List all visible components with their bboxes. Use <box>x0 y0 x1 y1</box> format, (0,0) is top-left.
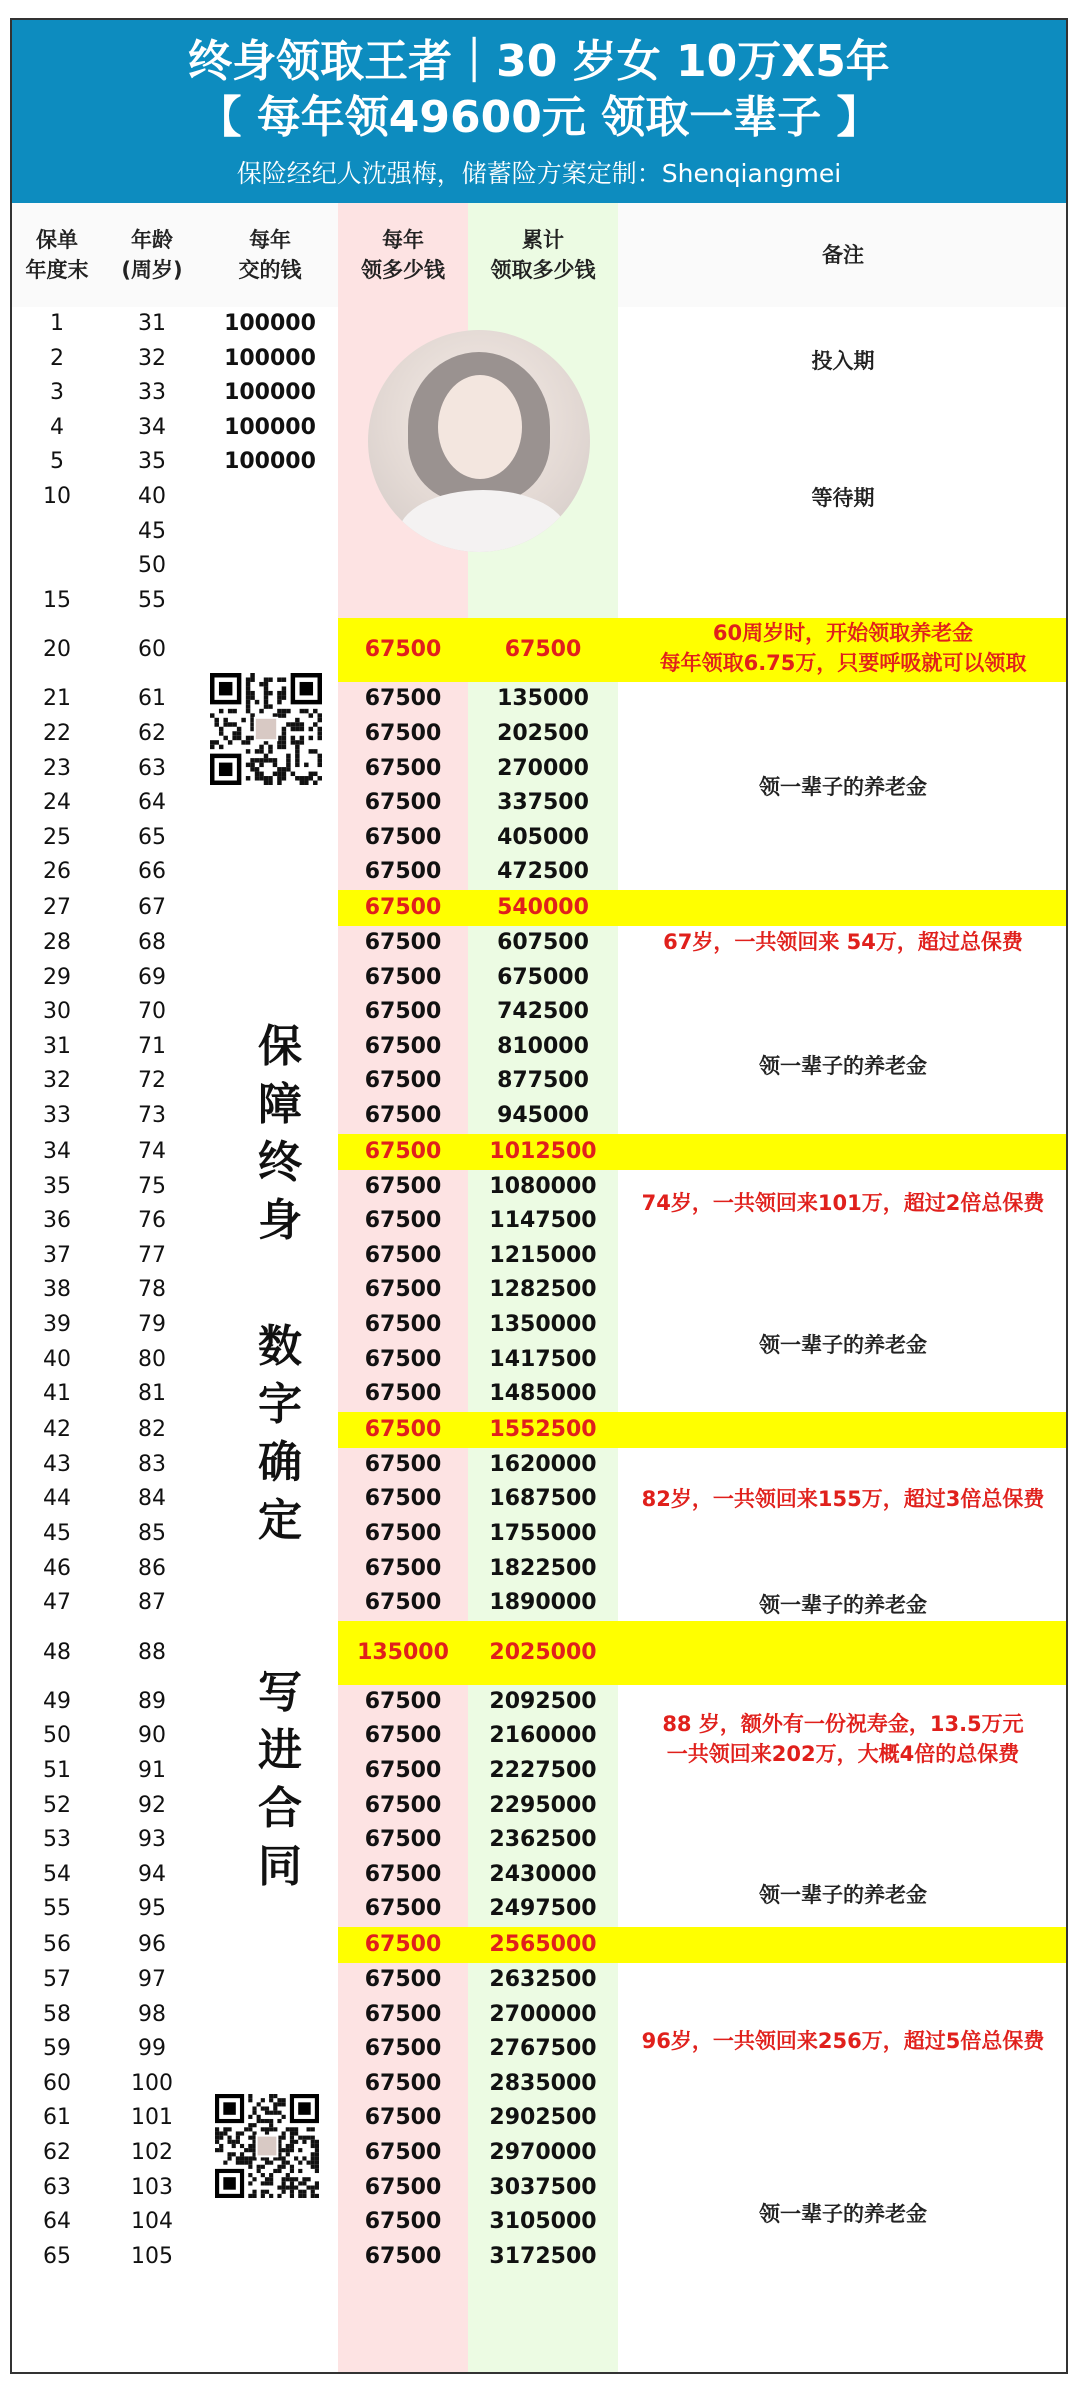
note-start-line1: 60周岁时，开始领取养老金 <box>712 621 974 645</box>
cell-year: 32 <box>43 1068 71 1094</box>
benefit-table <box>12 203 1066 2374</box>
cell-year: 53 <box>43 1827 71 1853</box>
note-age-88-line1: 88 岁，额外有一份祝寿金，13.5万元 <box>662 1712 1024 1736</box>
cell-cum <box>468 445 618 480</box>
vertical-text-certain: 数 字 确 定 <box>258 1321 302 1546</box>
cell-pay: 100000 <box>224 345 316 371</box>
cell-age: 78 <box>138 1277 166 1303</box>
cell-cum: 1417500 <box>489 1346 597 1372</box>
cell-receive <box>338 445 468 480</box>
cell-year: 46 <box>43 1555 71 1581</box>
cell-receive: 67500 <box>364 1521 442 1546</box>
cell-receive: 67500 <box>364 1486 442 1512</box>
cell-cum: 877500 <box>497 1068 589 1094</box>
cell-receive: 67500 <box>364 686 442 712</box>
cell-cum: 202500 <box>497 721 589 746</box>
cell-receive <box>338 584 468 619</box>
header-receive: 每年 领多少钱 <box>338 203 468 307</box>
cell-receive <box>338 480 468 515</box>
note-age-82: 82岁，一共领回来155万，超过3倍总保费 <box>641 1487 1045 1511</box>
cell-receive: 67500 <box>364 1138 442 1164</box>
cell-receive: 67500 <box>364 1242 442 1268</box>
cell-receive: 67500 <box>364 1416 442 1442</box>
cell-receive: 67500 <box>364 2036 442 2062</box>
cell-year: 21 <box>43 686 71 712</box>
page-subtitle: 保险经纪人沈强梅，储蓄险方案定制：Shenqiangmei <box>236 159 842 188</box>
cell-pay <box>202 1586 338 1621</box>
cell-cum: 1822500 <box>489 1555 597 1581</box>
cell-age: 74 <box>138 1138 166 1164</box>
cell-cum: 2835000 <box>489 2070 597 2096</box>
cell-year: 34 <box>43 1138 71 1164</box>
cell-cum: 1350000 <box>489 1312 597 1337</box>
cell-pay <box>202 890 338 926</box>
cell-year: 36 <box>43 1208 71 1234</box>
cell-pay: 100000 <box>224 449 316 475</box>
cell-receive: 67500 <box>364 2174 442 2200</box>
cell-pay: 100000 <box>224 380 316 406</box>
cell-cum <box>468 376 618 411</box>
note-investment: 投入期 <box>811 349 875 373</box>
cell-age: 73 <box>138 1103 166 1128</box>
note-age-67: 67岁，一共领回来 54万，超过总保费 <box>663 930 1023 954</box>
cell-receive: 67500 <box>364 721 442 746</box>
cell-pay <box>202 2240 338 2275</box>
cell-year: 5 <box>50 449 64 475</box>
cell-age: 96 <box>138 1932 166 1957</box>
cell-cum: 472500 <box>497 859 589 885</box>
cell-age: 104 <box>131 2209 173 2235</box>
cell-cum: 1282500 <box>489 1277 597 1303</box>
cell-cum: 1890000 <box>489 1590 597 1616</box>
page-frame <box>10 18 1068 2374</box>
cell-pay: 100000 <box>224 414 316 440</box>
cell-cum: 2430000 <box>489 1861 597 1887</box>
note-lifetime-1: 领一辈子的养老金 <box>759 774 927 799</box>
cell-cum: 1687500 <box>489 1486 597 1512</box>
cell-receive <box>338 307 468 342</box>
cell-cum: 540000 <box>497 895 589 920</box>
cell-cum: 270000 <box>497 755 589 781</box>
cell-pay <box>202 1927 338 1963</box>
cell-age: 60 <box>138 637 166 663</box>
cell-year: 54 <box>43 1861 71 1887</box>
cell-year: 22 <box>43 721 71 746</box>
cell-cum: 1755000 <box>489 1521 597 1546</box>
cell-year: 41 <box>43 1381 71 1407</box>
cell-pay <box>202 1273 338 1308</box>
cell-age: 55 <box>138 587 166 613</box>
note-lifetime-2: 领一辈子的养老金 <box>759 1054 927 1078</box>
cell-year: 35 <box>43 1173 71 1199</box>
cell-receive: 67500 <box>364 2070 442 2096</box>
cell-year: 27 <box>43 895 71 920</box>
cell-cum: 1012500 <box>489 1138 597 1164</box>
cell-receive <box>338 342 468 377</box>
cell-year: 45 <box>43 1521 71 1546</box>
cell-year: 26 <box>43 859 71 885</box>
cell-year: 25 <box>43 824 71 850</box>
cell-age: 69 <box>138 964 166 990</box>
cell-pay <box>202 786 338 821</box>
cell-pay <box>202 1552 338 1587</box>
cell-age: 67 <box>138 895 166 920</box>
cell-cum: 607500 <box>497 930 589 955</box>
cell-age: 102 <box>131 2140 173 2165</box>
cell-age: 79 <box>138 1312 166 1337</box>
cell-year: 65 <box>43 2243 71 2269</box>
cell-age: 94 <box>138 1861 166 1887</box>
cell-cum: 742500 <box>497 999 589 1025</box>
cell-age: 33 <box>138 380 166 406</box>
cell-year: 28 <box>43 930 71 955</box>
cell-age: 92 <box>138 1792 166 1818</box>
cell-cum: 2092500 <box>489 1688 597 1714</box>
cell-receive: 67500 <box>364 1208 442 1234</box>
cell-pay <box>202 961 338 996</box>
cell-age: 97 <box>138 1967 166 1992</box>
cell-year: 64 <box>43 2209 71 2235</box>
page-title: 终身领取王者｜30 岁女 10万X5年 <box>188 36 890 87</box>
cell-year: 59 <box>43 2036 71 2062</box>
cell-cum <box>468 307 618 342</box>
cell-age: 35 <box>138 449 166 475</box>
cell-year: 23 <box>43 755 71 781</box>
cell-age: 83 <box>138 1451 166 1477</box>
cell-year: 33 <box>43 1103 71 1128</box>
note-age-74: 74岁，一共领回来101万，超过2倍总保费 <box>641 1191 1045 1215</box>
cell-age: 65 <box>138 824 166 850</box>
cell-cum: 3037500 <box>489 2174 597 2200</box>
cell-receive: 67500 <box>364 1861 442 1887</box>
cell-receive: 67500 <box>364 1967 442 1992</box>
cell-age: 87 <box>138 1590 166 1616</box>
cell-receive: 67500 <box>364 1312 442 1337</box>
cell-cum: 945000 <box>497 1103 589 1128</box>
note-age-88-line2: 一共领回来202万，大概4倍的总保费 <box>666 1742 1020 1766</box>
cell-year: 51 <box>43 1758 71 1783</box>
cell-age: 71 <box>138 1033 166 1059</box>
cell-receive: 67500 <box>364 1033 442 1059</box>
cell-age: 61 <box>138 686 166 712</box>
cell-cum: 337500 <box>497 790 589 816</box>
cell-year: 4 <box>50 414 64 440</box>
cell-receive: 67500 <box>364 1827 442 1853</box>
note-lifetime-3: 领一辈子的养老金 <box>759 1333 927 1357</box>
cell-receive: 67500 <box>364 1068 442 1094</box>
cell-pay <box>202 549 338 584</box>
cell-receive: 67500 <box>364 859 442 885</box>
cell-age: 93 <box>138 1827 166 1853</box>
cell-pay: 100000 <box>224 311 316 336</box>
cell-age: 34 <box>138 414 166 440</box>
cell-age: 80 <box>138 1346 166 1372</box>
cell-year: 30 <box>43 999 71 1025</box>
header-pay: 每年 交的钱 <box>238 228 302 282</box>
cell-year: 63 <box>43 2174 71 2200</box>
cell-age: 85 <box>138 1521 166 1546</box>
cell-cum: 1147500 <box>489 1208 597 1234</box>
cell-age: 86 <box>138 1555 166 1581</box>
cell-age: 68 <box>138 930 166 955</box>
cell-cum: 2362500 <box>489 1827 597 1853</box>
cell-year: 31 <box>43 1033 71 1059</box>
cell-year: 15 <box>43 587 71 613</box>
note-lifetime-4: 领一辈子的养老金 <box>759 1593 927 1617</box>
vertical-text-guarantee: 保 障 终 身 <box>258 1021 302 1246</box>
cell-age: 31 <box>138 311 166 336</box>
qr-code-1 <box>210 673 322 785</box>
cell-year: 55 <box>43 1896 71 1922</box>
cell-receive: 67500 <box>364 930 442 955</box>
cell-age: 76 <box>138 1208 166 1234</box>
cell-receive: 67500 <box>364 1103 442 1128</box>
cell-receive: 67500 <box>364 2105 442 2131</box>
cell-pay <box>202 584 338 619</box>
cell-cum <box>468 515 618 550</box>
cell-pay <box>202 1892 338 1927</box>
cell-year: 44 <box>43 1486 71 1512</box>
cell-year: 60 <box>43 2070 71 2096</box>
cell-receive: 67500 <box>364 755 442 781</box>
cell-receive: 135000 <box>357 1639 449 1665</box>
note-age-88 <box>618 1707 1068 1771</box>
cell-cum: 1080000 <box>489 1173 597 1199</box>
cell-receive: 67500 <box>364 2243 442 2269</box>
cell-receive: 67500 <box>364 1451 442 1477</box>
cell-cum <box>468 584 618 619</box>
cell-receive <box>338 515 468 550</box>
cell-age: 32 <box>138 345 166 371</box>
cell-age: 103 <box>131 2174 173 2200</box>
cell-receive: 67500 <box>364 1381 442 1407</box>
note-age-96: 96岁，一共领回来256万，超过5倍总保费 <box>641 2029 1045 2053</box>
cell-year: 47 <box>43 1590 71 1616</box>
cell-receive <box>338 376 468 411</box>
cell-cum: 2227500 <box>489 1758 597 1783</box>
cell-cum: 405000 <box>497 824 589 850</box>
cell-cum: 1215000 <box>489 1242 597 1268</box>
cell-age: 64 <box>138 790 166 816</box>
cell-receive: 67500 <box>364 1590 442 1616</box>
cell-receive: 67500 <box>364 999 442 1025</box>
page-title-line2: 【 每年领49600元 领取一辈子 】 <box>197 92 881 143</box>
cell-cum: 135000 <box>497 686 589 712</box>
cell-cum: 3105000 <box>489 2209 597 2235</box>
cell-year <box>12 515 102 550</box>
cell-cum <box>468 411 618 446</box>
cell-age: 82 <box>138 1416 166 1442</box>
cell-receive: 67500 <box>364 1896 442 1922</box>
note-lifetime-5: 领一辈子的养老金 <box>759 1883 927 1907</box>
cell-age: 75 <box>138 1173 166 1199</box>
cell-cum: 2632500 <box>489 1967 597 1992</box>
cell-cum: 2767500 <box>489 2036 597 2062</box>
cell-year: 37 <box>43 1242 71 1268</box>
cell-receive: 67500 <box>364 790 442 816</box>
cell-age: 40 <box>138 484 166 509</box>
cell-age: 77 <box>138 1242 166 1268</box>
cell-pay <box>202 515 338 550</box>
cell-pay <box>202 926 338 961</box>
note-waiting: 等待期 <box>811 486 875 510</box>
cell-cum: 1552500 <box>489 1416 597 1442</box>
cell-cum: 2700000 <box>489 2001 597 2027</box>
cell-cum: 2025000 <box>489 1639 597 1665</box>
vertical-text-contract: 写 进 合 同 <box>258 1667 302 1892</box>
cell-year: 3 <box>50 380 64 406</box>
cell-pay <box>202 480 338 515</box>
cell-cum: 810000 <box>497 1033 589 1059</box>
cell-receive: 67500 <box>364 1688 442 1714</box>
cell-cum: 2970000 <box>489 2140 597 2165</box>
note-start <box>618 616 1068 680</box>
cell-year: 52 <box>43 1792 71 1818</box>
cell-receive: 67500 <box>364 1173 442 1199</box>
cell-pay <box>202 1963 338 1998</box>
header-cumulative: 累计 领取多少钱 <box>468 203 618 307</box>
header-note: 备注 <box>822 243 864 267</box>
cell-receive: 67500 <box>364 895 442 920</box>
cell-receive: 67500 <box>364 2209 442 2235</box>
cell-age: 66 <box>138 859 166 885</box>
cell-year: 42 <box>43 1416 71 1442</box>
cell-age: 90 <box>138 1723 166 1749</box>
cell-age: 72 <box>138 1068 166 1094</box>
cell-receive: 67500 <box>364 1792 442 1818</box>
cell-receive: 67500 <box>364 2140 442 2165</box>
header-year: 保单 年度末 <box>25 228 89 282</box>
cell-receive: 67500 <box>364 824 442 850</box>
cell-year: 40 <box>43 1346 71 1372</box>
qr-code-2 <box>215 2094 319 2198</box>
cell-year: 39 <box>43 1312 71 1337</box>
cell-age: 84 <box>138 1486 166 1512</box>
note-start-line2: 每年领取6.75万，只要呼吸就可以领取 <box>659 651 1027 675</box>
cell-age: 62 <box>138 721 166 746</box>
cell-cum: 2160000 <box>489 1723 597 1749</box>
cell-year: 24 <box>43 790 71 816</box>
cell-receive: 67500 <box>364 2001 442 2027</box>
cell-pay <box>202 2205 338 2240</box>
cell-receive: 67500 <box>364 964 442 990</box>
cell-cum <box>468 342 618 377</box>
cell-year: 57 <box>43 1967 71 1992</box>
cell-year: 50 <box>43 1723 71 1749</box>
cell-cum: 1485000 <box>489 1381 597 1407</box>
cell-age: 91 <box>138 1758 166 1783</box>
cell-year: 10 <box>43 484 71 509</box>
cell-year: 2 <box>50 345 64 371</box>
cell-age: 95 <box>138 1896 166 1922</box>
note-lifetime-6: 领一辈子的养老金 <box>759 2202 927 2226</box>
cell-year: 62 <box>43 2140 71 2165</box>
cell-cum: 1620000 <box>489 1451 597 1477</box>
cell-year: 61 <box>43 2105 71 2131</box>
cell-cum: 2295000 <box>489 1792 597 1818</box>
cell-cum: 3172500 <box>489 2243 597 2269</box>
cell-year <box>12 549 102 584</box>
cell-cum <box>468 480 618 515</box>
cell-age: 45 <box>138 518 166 544</box>
cell-cum: 2497500 <box>489 1896 597 1922</box>
cell-receive: 67500 <box>364 1723 442 1749</box>
cell-cum: 2565000 <box>489 1932 597 1957</box>
cell-age: 98 <box>138 2001 166 2027</box>
cell-age: 70 <box>138 999 166 1025</box>
cell-age: 88 <box>138 1639 166 1665</box>
cell-cum: 67500 <box>504 637 582 663</box>
cell-receive: 67500 <box>364 637 442 663</box>
cell-age: 89 <box>138 1688 166 1714</box>
cell-age: 105 <box>131 2243 173 2269</box>
cell-year: 20 <box>43 637 71 663</box>
cell-cum: 2902500 <box>489 2105 597 2131</box>
cell-pay <box>202 821 338 856</box>
cell-age: 99 <box>138 2036 166 2062</box>
cell-year: 56 <box>43 1932 71 1957</box>
cell-age: 100 <box>131 2070 173 2096</box>
cell-age: 50 <box>138 553 166 579</box>
cell-year: 58 <box>43 2001 71 2027</box>
cell-pay <box>202 2032 338 2067</box>
header-age: 年龄 (周岁) <box>121 228 183 282</box>
cell-year: 49 <box>43 1688 71 1714</box>
cell-age: 81 <box>138 1381 166 1407</box>
cell-receive: 67500 <box>364 1277 442 1303</box>
cell-year: 43 <box>43 1451 71 1477</box>
cell-year: 29 <box>43 964 71 990</box>
cell-receive <box>338 411 468 446</box>
cell-pay <box>202 855 338 890</box>
cell-receive <box>338 549 468 584</box>
cell-year: 38 <box>43 1277 71 1303</box>
cell-receive: 67500 <box>364 1346 442 1372</box>
cell-age: 63 <box>138 755 166 781</box>
cell-cum: 675000 <box>497 964 589 990</box>
cell-age: 101 <box>131 2105 173 2131</box>
cell-receive: 67500 <box>364 1758 442 1783</box>
cell-year: 1 <box>50 311 64 336</box>
header-banner <box>12 20 1066 203</box>
cell-cum <box>468 549 618 584</box>
cell-year: 48 <box>43 1639 71 1665</box>
cell-pay <box>202 1998 338 2033</box>
cell-receive: 67500 <box>364 1555 442 1581</box>
cell-receive: 67500 <box>364 1932 442 1957</box>
